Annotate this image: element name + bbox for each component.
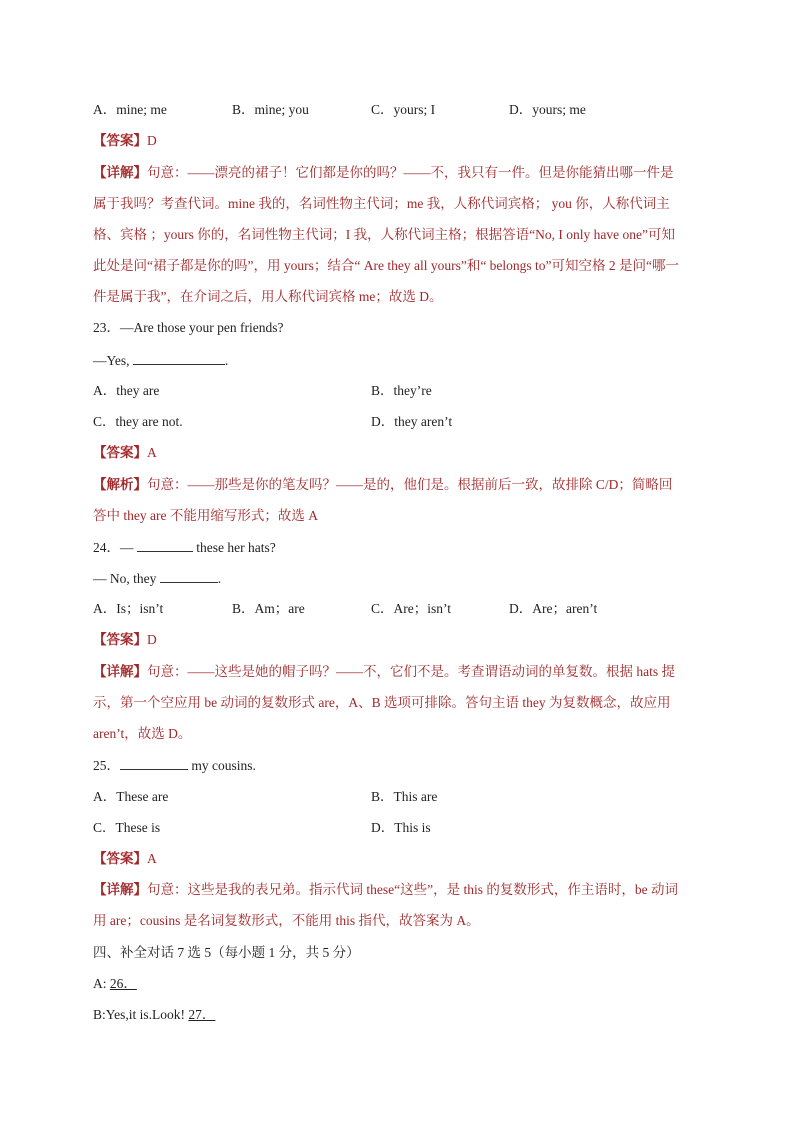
q22-option-c: C．yours; I xyxy=(371,102,436,117)
q23-option-c: C．they are not. xyxy=(93,414,183,429)
q24-explanation-line: 【详解】句意：——这些是她的帽子吗？——不，它们不是。考查谓语动词的单复数。根据 hats 提 xyxy=(93,664,675,679)
blank-27: 27． xyxy=(188,1007,216,1022)
q22-option-b: B．mine; you xyxy=(232,102,309,117)
q23-explanation-line: 【解析】句意：——那些是你的笔友吗？——是的，他们是。根据前后一致，故排除 C/D；简略回 xyxy=(93,477,673,492)
q22-explanation-line: 属于我吗？考查代词。mine 我的，名词性物主代词；me 我，人称代词宾格； you 你，人称代词主 xyxy=(93,196,670,211)
q23-option-a: A．they are xyxy=(93,383,160,398)
blank-26: 26． xyxy=(109,976,137,991)
section-heading: 四、补全对话 7 选 5（每小题 1 分，共 5 分） xyxy=(93,945,360,960)
q23-explanation-line: 答中 they are 不能用缩写形式；故选 A xyxy=(93,508,318,523)
q22-explanation-line: 【详解】句意：——漂亮的裙子！它们都是你的吗？——不，我只有一件。但是你能猜出哪一件是 xyxy=(93,165,674,180)
q24-option-c: C．Are；isn’t xyxy=(371,601,451,616)
q24-explanation-line: aren’t，故选 D。 xyxy=(93,726,192,741)
q24-blank-2 xyxy=(160,568,218,583)
q25-blank xyxy=(120,755,188,770)
q22-answer: 【答案】D xyxy=(93,133,157,148)
q25-option-a: A．These are xyxy=(93,789,169,804)
q24-reply: — No, they . xyxy=(93,568,221,589)
q25-explanation-line: 【详解】句意：这些是我的表兄弟。指示代词 these“这些”，是 this 的复数形式，作主语时，be 动词 xyxy=(93,882,678,897)
q22-explanation-line: 格、宾格 ；yours 你的，名词性物主代词；I 我，人称代词主格；根据答语“No, I only have one”可知 xyxy=(93,227,675,242)
q22-option-d: D．yours; me xyxy=(509,102,586,117)
answer-tag: 【答案】 xyxy=(93,133,147,148)
q25-stem: 25． my cousins. xyxy=(93,755,256,776)
q24-option-b: B．Am；are xyxy=(232,601,305,616)
q22-option-a: A．mine; me xyxy=(93,102,167,117)
q23-option-d: D．they aren’t xyxy=(371,414,453,429)
q25-option-b: B．This are xyxy=(371,789,438,804)
explanation-tag: 【详解】 xyxy=(93,165,147,180)
q24-explanation-line: 示，第一个空应用 be 动词的复数形式 are，A、B 选项可排除。答句主语 they 为复数概念，故应用 xyxy=(93,695,671,710)
q25-option-c: C．These is xyxy=(93,820,161,835)
q24-option-d: D．Are；aren’t xyxy=(509,601,598,616)
dialogue-line-b: B:Yes,it is.Look! 27． xyxy=(93,1007,216,1022)
q24-option-a: A．Is；isn’t xyxy=(93,601,164,616)
q23-answer: 【答案】A xyxy=(93,445,157,460)
q22-explanation-line: 此处是问“裙子都是你的吗”，用 yours；结合“ Are they all yours”和“ belongs to”可知空格 2 是问“哪一 xyxy=(93,258,680,273)
dialogue-line-a: A: 26． xyxy=(93,976,137,991)
q23-option-b: B．they’re xyxy=(371,383,432,398)
q25-option-d: D．This is xyxy=(371,820,431,835)
q23-stem: 23．—Are those your pen friends? xyxy=(93,320,284,335)
q22-explanation-line: 件是属于我”，在介词之后，用人称代词宾格 me；故选 D。 xyxy=(93,289,443,304)
q25-answer: 【答案】A xyxy=(93,851,157,866)
q24-stem: 24．— these her hats? xyxy=(93,537,276,558)
q24-blank-1 xyxy=(137,537,193,552)
q25-explanation-line: 用 are；cousins 是名词复数形式，不能用 this 指代，故答案为 A。 xyxy=(93,913,480,928)
q23-reply: —Yes, . xyxy=(93,350,228,371)
q23-blank xyxy=(133,350,225,365)
q24-answer: 【答案】D xyxy=(93,632,157,647)
